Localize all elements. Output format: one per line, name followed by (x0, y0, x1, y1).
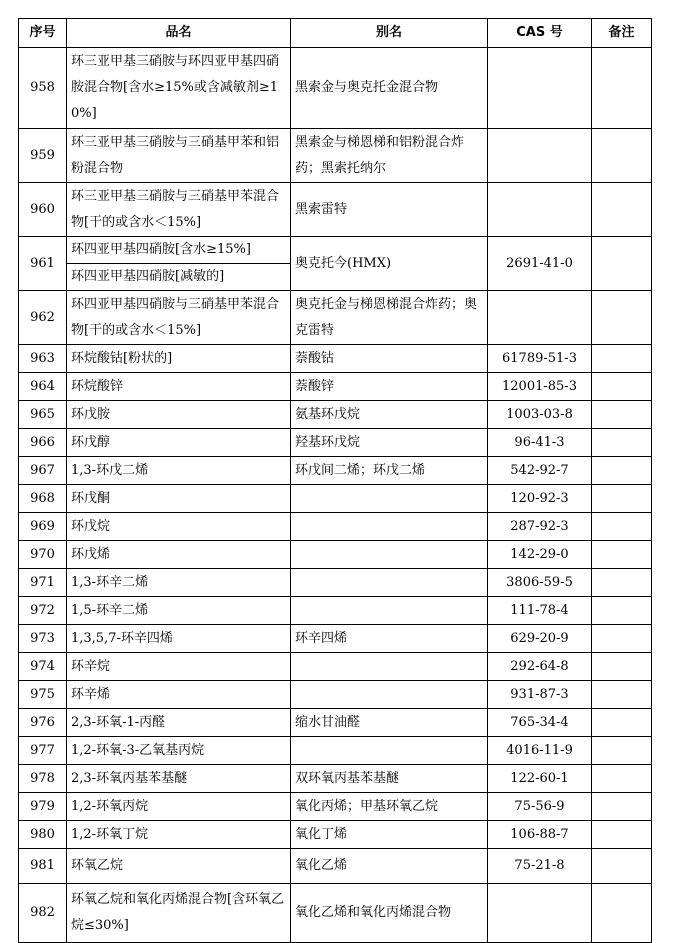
header-seq: 序号 (19, 19, 67, 48)
note-cell (592, 129, 652, 183)
note-cell (592, 513, 652, 541)
cas-cell (488, 291, 592, 345)
name-cell: 1,3,5,7-环辛四烯 (67, 625, 291, 653)
seq-cell: 970 (19, 541, 67, 569)
seq-cell: 971 (19, 569, 67, 597)
table-row (19, 457, 652, 485)
table-row (19, 485, 652, 513)
note-cell (592, 625, 652, 653)
cas-cell: 1003-03-8 (488, 401, 592, 429)
note-cell (592, 345, 652, 373)
cas-cell: 111-78-4 (488, 597, 592, 625)
note-cell (592, 373, 652, 401)
name-cell: 2,3-环氧丙基苯基醚 (67, 765, 291, 793)
name-cell: 环辛烷 (67, 653, 291, 681)
seq-cell: 979 (19, 793, 67, 821)
cas-cell: 765-34-4 (488, 709, 592, 737)
seq-cell: 964 (19, 373, 67, 401)
alias-cell (291, 569, 488, 597)
header-cas: CAS 号 (488, 19, 592, 48)
cas-cell (488, 129, 592, 183)
note-cell (592, 653, 652, 681)
note-cell (592, 237, 652, 291)
seq-cell: 980 (19, 821, 67, 849)
cas-cell: 142-29-0 (488, 541, 592, 569)
table-row (19, 291, 652, 345)
seq-cell: 976 (19, 709, 67, 737)
seq-cell: 968 (19, 485, 67, 513)
table-row (19, 569, 652, 597)
alias-cell: 氨基环戊烷 (291, 401, 488, 429)
name-cell: 1,2-环氧丁烷 (67, 821, 291, 849)
note-cell (592, 429, 652, 457)
header-note: 备注 (592, 19, 652, 48)
table-row (19, 513, 652, 541)
note-cell (592, 709, 652, 737)
table-row (19, 821, 652, 849)
table-row (19, 597, 652, 625)
name-cell: 1,3-环戊二烯 (67, 457, 291, 485)
name-cell: 环戊醇 (67, 429, 291, 457)
name-cell: 2,3-环氧-1-丙醛 (67, 709, 291, 737)
seq-cell: 966 (19, 429, 67, 457)
table-row (19, 765, 652, 793)
name-cell: 环四亚甲基四硝胺[减敏的] (67, 264, 291, 291)
cas-cell: 4016-11-9 (488, 737, 592, 765)
cas-cell: 542-92-7 (488, 457, 592, 485)
note-cell (592, 48, 652, 129)
seq-cell: 974 (19, 653, 67, 681)
note-cell (592, 737, 652, 765)
seq-cell: 958 (19, 48, 67, 129)
table-row (19, 429, 652, 457)
note-cell (592, 821, 652, 849)
table-row (19, 401, 652, 429)
table-header-row (19, 19, 652, 48)
header-alias: 别名 (291, 19, 488, 48)
cas-cell: 2691-41-0 (488, 237, 592, 291)
table-row (19, 793, 652, 821)
table-row (19, 183, 652, 237)
alias-cell: 奥克托今(HMX) (291, 237, 488, 291)
note-cell (592, 291, 652, 345)
note-cell (592, 485, 652, 513)
alias-cell: 氧化丙烯；甲基环氧乙烷 (291, 793, 488, 821)
cas-cell: 629-20-9 (488, 625, 592, 653)
table-row (19, 709, 652, 737)
alias-cell (291, 597, 488, 625)
name-cell: 1,2-环氧丙烷 (67, 793, 291, 821)
table-row (19, 237, 652, 264)
cas-cell: 75-21-8 (488, 849, 592, 884)
name-text: 环氧乙烷和氧化丙烯混合物[含环氧乙烷≤30%] (71, 892, 285, 933)
seq-cell: 967 (19, 457, 67, 485)
alias-text: 黑索金与梯恩梯和铝粉混合炸药；黑索托纳尔 (295, 134, 465, 176)
name-cell: 环戊胺 (67, 401, 291, 429)
name-cell (67, 291, 291, 345)
note-cell (592, 793, 652, 821)
alias-cell: 缩水甘油醛 (291, 709, 488, 737)
cas-cell: 287-92-3 (488, 513, 592, 541)
alias-cell: 黑索雷特 (291, 183, 488, 237)
cas-cell: 96-41-3 (488, 429, 592, 457)
alias-text: 奥克托金与梯恩梯混合炸药；奥克雷特 (295, 296, 478, 338)
table-row (19, 625, 652, 653)
note-cell (592, 183, 652, 237)
table-row (19, 849, 652, 884)
alias-cell (291, 485, 488, 513)
alias-cell: 氧化乙烯和氧化丙烯混合物 (291, 884, 488, 943)
alias-cell: 羟基环戊烷 (291, 429, 488, 457)
alias-cell (291, 541, 488, 569)
seq-cell: 975 (19, 681, 67, 709)
seq-cell: 962 (19, 291, 67, 345)
seq-cell: 977 (19, 737, 67, 765)
alias-cell: 双环氧丙基苯基醚 (291, 765, 488, 793)
cas-cell: 931-87-3 (488, 681, 592, 709)
name-text: 环三亚甲基三硝胺与三硝基甲苯混合物[干的或含水＜15%] (71, 188, 280, 230)
note-cell (592, 401, 652, 429)
header-name: 品名 (67, 19, 291, 48)
name-cell (67, 48, 291, 129)
name-cell: 环烷酸锌 (67, 373, 291, 401)
table-row (19, 884, 652, 943)
cas-cell: 75-56-9 (488, 793, 592, 821)
name-cell (67, 884, 291, 943)
cas-cell: 120-92-3 (488, 485, 592, 513)
name-text: 环三亚甲基三硝胺与三硝基甲苯和铝粉混合物 (71, 134, 280, 176)
seq-cell: 969 (19, 513, 67, 541)
note-cell (592, 681, 652, 709)
alias-cell (291, 291, 488, 345)
name-text: 环四亚甲基四硝胺与三硝基甲苯混合物[干的或含水＜15%] (71, 296, 280, 338)
table-row (19, 681, 652, 709)
note-cell (592, 765, 652, 793)
alias-cell: 萘酸钴 (291, 345, 488, 373)
cas-cell (488, 48, 592, 129)
note-cell (592, 849, 652, 884)
cas-cell: 122-60-1 (488, 765, 592, 793)
table-row (19, 345, 652, 373)
alias-cell (291, 737, 488, 765)
chemicals-table (18, 18, 652, 943)
note-cell (592, 884, 652, 943)
name-cell: 环戊酮 (67, 485, 291, 513)
name-cell: 1,2-环氧-3-乙氧基丙烷 (67, 737, 291, 765)
name-cell (67, 129, 291, 183)
seq-cell: 963 (19, 345, 67, 373)
name-cell: 1,5-环辛二烯 (67, 597, 291, 625)
alias-cell: 氧化丁烯 (291, 821, 488, 849)
seq-cell: 965 (19, 401, 67, 429)
name-cell (67, 183, 291, 237)
alias-cell: 环戊间二烯；环戊二烯 (291, 457, 488, 485)
table-row (19, 129, 652, 183)
cas-cell: 12001-85-3 (488, 373, 592, 401)
name-cell: 环氧乙烷 (67, 849, 291, 884)
table-row (19, 541, 652, 569)
alias-cell (291, 513, 488, 541)
seq-cell: 981 (19, 849, 67, 884)
alias-cell: 萘酸锌 (291, 373, 488, 401)
seq-cell: 972 (19, 597, 67, 625)
cas-cell: 3806-59-5 (488, 569, 592, 597)
table-row (19, 48, 652, 129)
name-cell: 环烷酸钴[粉状的] (67, 345, 291, 373)
note-cell (592, 541, 652, 569)
cas-cell: 292-64-8 (488, 653, 592, 681)
cas-cell (488, 884, 592, 943)
seq-cell: 982 (19, 884, 67, 943)
seq-cell: 959 (19, 129, 67, 183)
alias-cell (291, 681, 488, 709)
table-row (19, 373, 652, 401)
name-cell: 环戊烯 (67, 541, 291, 569)
name-cell: 1,3-环辛二烯 (67, 569, 291, 597)
name-text: 环三亚甲基三硝胺与环四亚甲基四硝胺混合物[含水≥15%或含减敏剂≥10%] (71, 54, 280, 121)
alias-cell: 环辛四烯 (291, 625, 488, 653)
cas-cell: 106-88-7 (488, 821, 592, 849)
table-row (19, 653, 652, 681)
seq-cell: 978 (19, 765, 67, 793)
note-cell (592, 457, 652, 485)
note-cell (592, 569, 652, 597)
alias-cell: 黑索金与奥克托金混合物 (291, 48, 488, 129)
name-cell: 环辛烯 (67, 681, 291, 709)
name-cell: 环戊烷 (67, 513, 291, 541)
alias-cell (291, 653, 488, 681)
alias-cell (291, 129, 488, 183)
seq-cell: 973 (19, 625, 67, 653)
note-cell (592, 597, 652, 625)
cas-cell: 61789-51-3 (488, 345, 592, 373)
name-cell: 环四亚甲基四硝胺[含水≥15%] (67, 237, 291, 264)
table-row (19, 737, 652, 765)
seq-cell: 960 (19, 183, 67, 237)
cas-cell (488, 183, 592, 237)
alias-cell: 氧化乙烯 (291, 849, 488, 884)
seq-cell: 961 (19, 237, 67, 291)
